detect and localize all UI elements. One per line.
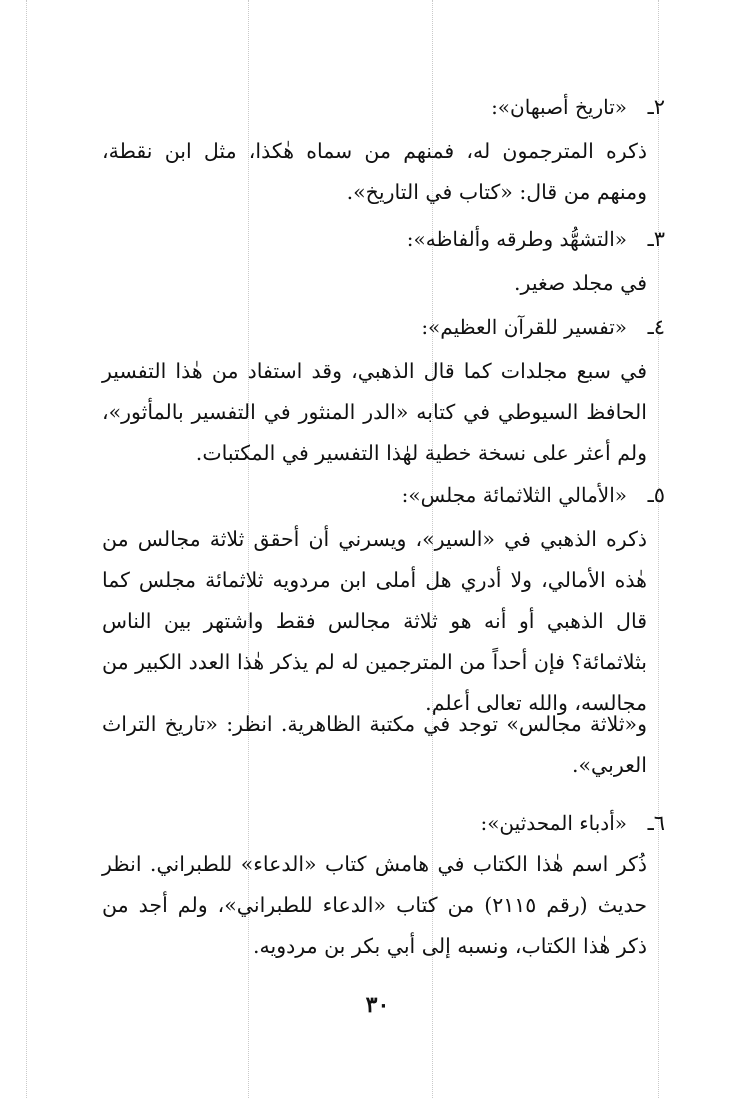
binding-guide-line bbox=[26, 0, 27, 1098]
entry-title: «التشهُّد وطرقه وألفاظه»: bbox=[406, 227, 627, 251]
entry-number: ٤ـ bbox=[647, 315, 665, 339]
entry-body-note: و«ثلاثة مجالس» توجد في مكتبة الظاهرية. انظر: «تاريخ التراث العربي». bbox=[102, 712, 647, 777]
fold-guide-line bbox=[658, 0, 659, 1098]
entry-number: ٥ـ bbox=[647, 483, 665, 507]
entry-body: ذُكر اسم هٰذا الكتاب في هامش كتاب «الدعاء» للطبراني. انظر حديث (رقم ٢١١٥) من كتاب «الدعاء للطبراني»، ولم أجد من ذكر هٰذا الكتاب، ونسبه إلى أبي بكر بن مردويه. bbox=[102, 852, 647, 958]
page-number: ٣٠ bbox=[365, 992, 390, 1018]
entry-title: «تفسير للقرآن العظيم»: bbox=[421, 315, 627, 339]
entry-number: ٢ـ bbox=[647, 95, 665, 119]
entry-body: ذكره الذهبي في «السير»، ويسرني أن أحقق ثلاثة مجالس من هٰذه الأمالي، ولا أدري هل أملى ابن مردويه ثلاثمائة مجلس كما قال الذهبي أو أنه هو ثلاثة مجالس فقط واشتهر بين الناس بثلاثمائة؟ فإن أحداً من المترجمين له لم يذكر هٰذا العدد الكبير من مجالسه، والله تعالى أعلم. bbox=[102, 527, 647, 715]
entry-body: في مجلد صغير. bbox=[514, 271, 647, 295]
entry-number: ٣ـ bbox=[647, 227, 665, 251]
entry-body: في سبع مجلدات كما قال الذهبي، وقد استفاد من هٰذا التفسير الحافظ السيوطي في كتابه «الدر المنثور في التفسير بالمأثور»، ولم أعثر على نسخة خطية لهٰذا التفسير في المكتبات. bbox=[102, 359, 647, 465]
entry-number: ٦ـ bbox=[647, 811, 665, 835]
entry-body: ذكره المترجمون له، فمنهم من سماه هٰكذا، مثل ابن نقطة، ومنهم من قال: «كتاب في التاريخ». bbox=[102, 139, 647, 204]
entry-title: «الأمالي الثلاثمائة مجلس»: bbox=[401, 483, 627, 507]
entry-title: «تاريخ أصبهان»: bbox=[491, 95, 627, 119]
entry-title: «أدباء المحدثين»: bbox=[480, 811, 627, 835]
